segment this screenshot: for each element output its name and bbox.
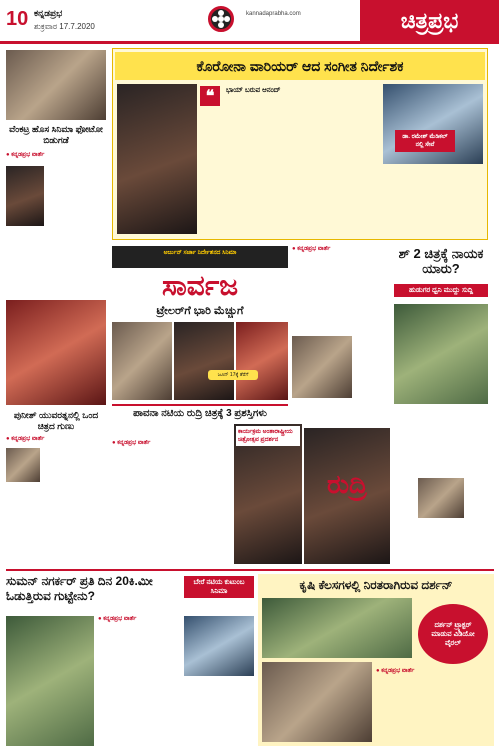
masthead xyxy=(0,0,499,44)
bottom-left-byline: ● ಕನ್ನಡಪ್ರಭ ವಾರ್ತೆ xyxy=(98,616,137,622)
feature-photo xyxy=(117,84,197,234)
projects-byline: ● ಕನ್ನಡಪ್ರಭ ವಾರ್ತೆ xyxy=(112,440,151,446)
left-story-2 xyxy=(6,436,106,564)
middle-byline: ● ಕನ್ನಡಪ್ರಭ ವಾರ್ತೆ xyxy=(292,246,331,252)
bottom-middle-story xyxy=(184,680,254,746)
left-photo-2 xyxy=(6,300,106,405)
bottom-right-byline: ● ಕನ್ನಡಪ್ರಭ ವಾರ್ತೆ xyxy=(376,668,415,674)
middle-story-photo xyxy=(292,336,352,398)
middle-right-photo xyxy=(394,304,488,404)
quote-icon: ❝ xyxy=(200,86,220,106)
left-story-1 xyxy=(6,152,106,302)
trailer-subtitle: ಟ್ರೇಲರ್‌ಗೆ ಭಾರಿ ಮೆಚ್ಚುಗೆ xyxy=(156,305,244,317)
left-byline-2: ● ಕನ್ನಡಪ್ರಭ ವಾರ್ತೆ xyxy=(6,436,45,442)
bottom-right-story xyxy=(376,668,490,744)
right-photo-2 xyxy=(418,478,464,518)
bottom-right-headline: ಕೃಷಿ ಕೆಲಸಗಳಲ್ಲಿ ನಿರತರಾಗಿರುವ ದರ್ಶನ್ xyxy=(299,578,453,592)
feature-column-1 xyxy=(200,112,285,234)
feature-column-3 xyxy=(383,168,483,234)
bottom-middle-tag: ಬೇರೆ ನಟಿಯ ಕುಟುಂಬ ಸಿನಿಮಾ xyxy=(184,576,254,598)
bottom-left-photo xyxy=(6,616,94,746)
section-title: ಚಿತ್ರಪ್ರಭ xyxy=(360,0,499,41)
film-reel-icon xyxy=(208,6,234,32)
poster-title: ರುದ್ರಿ xyxy=(327,470,367,499)
bottom-middle-photo xyxy=(184,616,254,676)
left-byline-1: ● ಕನ್ನಡಪ್ರಭ ವಾರ್ತೆ xyxy=(6,152,45,158)
middle-right-tag: ಹುಡುಗರ ಧ್ವನಿ ಮುದ್ದು ಸುದ್ದಿ xyxy=(394,284,488,297)
feature-photo-2 xyxy=(383,84,483,164)
bottom-right-photo-1 xyxy=(262,598,412,658)
paper-name: ಕನ್ನಡಪ್ರಭ xyxy=(34,8,63,18)
trailer-title: ಸಾರ್ವಜ xyxy=(161,271,239,302)
trailer-photo-3 xyxy=(236,322,288,400)
bottom-right-badge: ದರ್ಶನ್ ಟ್ರ್ಯಾಕ್ಟರ್ ಮಾಡುವ ವಿಡಿಯೋ ವೈರಲ್ xyxy=(418,604,488,664)
feature-headline: ಕೊರೋನಾ ವಾರಿಯರ್ ಆದ ಸಂಗೀತ ನಿರ್ದೇಶಕ xyxy=(115,52,485,80)
left-photo-1 xyxy=(6,50,106,120)
projects-headline: ಪಾವನಾ ನಟಿಯ ರುದ್ರಿ ಚಿತ್ರಕ್ಕೆ 3 ಪ್ರಶಸ್ತಿಗಳು xyxy=(112,404,288,438)
projects-story xyxy=(112,440,232,564)
trailer-caption: ಜೂನ್ 17ಕ್ಕೆ ತೆರೆಗೆ xyxy=(208,370,258,380)
left-inset-photo xyxy=(6,448,40,482)
projects-tag: ಕಾರ್ಯಕ್ರಮ ಅಂತಾರಾಷ್ಟ್ರೀಯ ಚಿತ್ರೋತ್ಸವ ಪ್ರದರ್ಶನ xyxy=(236,426,300,446)
trailer-kicker: ಅರ್ಜುನ್ ಸರ್ಜಾ ನಿರ್ದೇಶನದ ಸಿನಿಮಾ xyxy=(112,246,288,268)
left-headline-1: ವೆಂಕಟ್ರ ಹೊಸ ಸಿನಿಮಾ ಫೋಟೋ ಬಿಡುಗಡೆ xyxy=(9,124,103,145)
bottom-right-photo-2 xyxy=(262,662,372,742)
feature-callout: ಡಾ. ರಮೇಶ್ ಮೆಡಿಕಲ್ ನಲ್ಲಿ ಸೇವೆ xyxy=(395,130,455,152)
trailer-photo-2 xyxy=(174,322,234,400)
masthead-web: kannadaprabha.com xyxy=(246,11,301,17)
feature-subhead: ಭಾಯ್ ಬರುವ ಆನಂದ್ xyxy=(226,87,281,94)
bottom-divider xyxy=(6,569,494,571)
bottom-left-headline: ಸುಮನ್ ನಗರ್ಕರ್ ಪ್ರತಿ ದಿನ 20ಕಿ.ಮೀ ಓಡುತ್ತಿರುವ ಗುಟ್ಟೇನು? xyxy=(6,574,153,603)
masthead-date: ಶುಕ್ರವಾರ 17.7.2020 xyxy=(34,22,95,31)
left-headline-2: ಪುನೀತ್ ಯುವರತ್ನನಲ್ಲಿ ಒಂದ ಚಿತ್ರದ ಗುಣು xyxy=(13,410,99,431)
trailer-photo-1 xyxy=(112,322,172,400)
page-number: 10 xyxy=(6,8,29,30)
middle-story xyxy=(292,246,390,424)
bottom-left-story xyxy=(98,616,182,746)
feature-column-2 xyxy=(290,86,380,234)
film-poster-photo xyxy=(6,166,44,226)
middle-right-story xyxy=(394,408,488,448)
middle-right-headline: ಶ್ 2 ಚಿತ್ರಕ್ಕೆ ನಾಯಕ ಯಾರು? xyxy=(398,246,484,276)
